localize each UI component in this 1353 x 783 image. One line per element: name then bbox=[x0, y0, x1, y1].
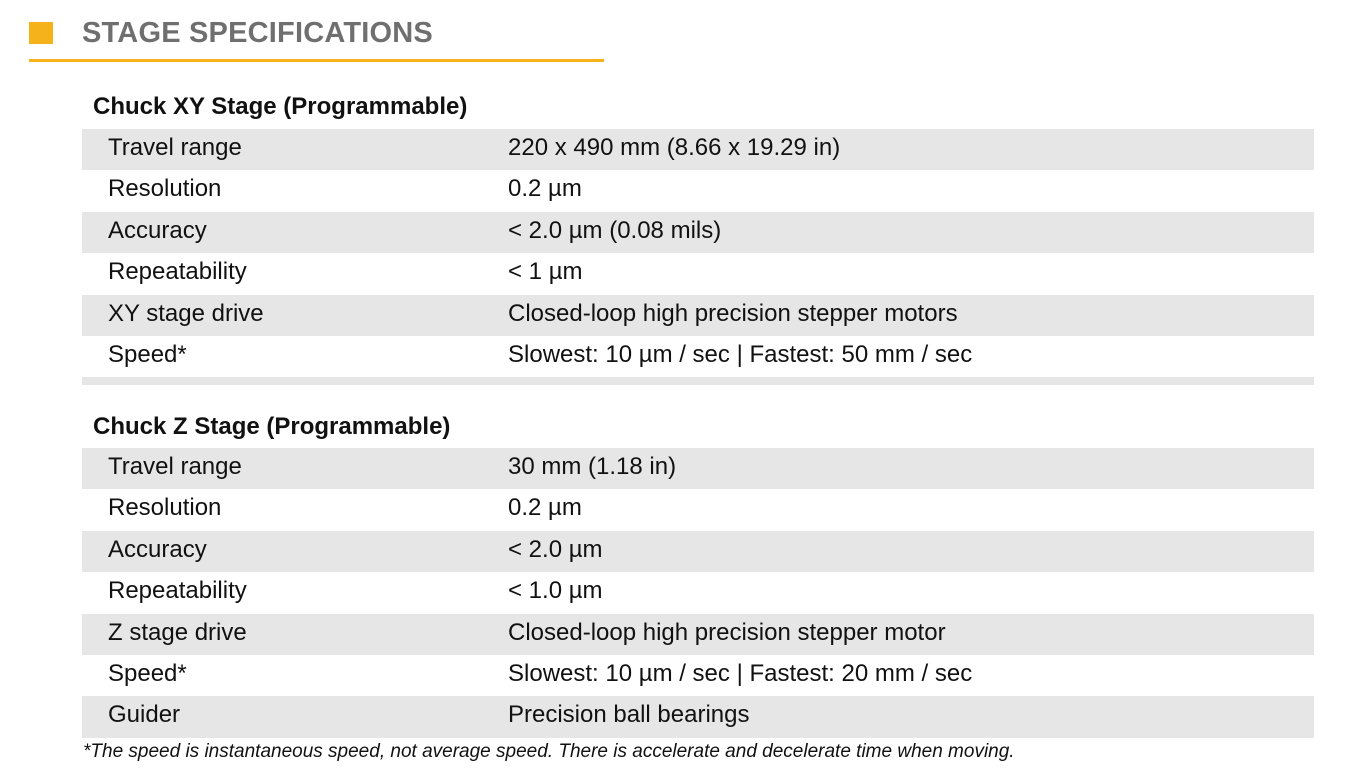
table-row bbox=[82, 655, 1314, 696]
spec-value: 0.2 µm bbox=[508, 175, 582, 203]
section-title: STAGE SPECIFICATIONS bbox=[82, 17, 433, 49]
spec-label: Resolution bbox=[108, 494, 222, 522]
table-row bbox=[82, 572, 1314, 613]
spec-label: Speed* bbox=[108, 659, 187, 687]
table-row bbox=[82, 489, 1314, 530]
spec-value: < 1.0 µm bbox=[508, 577, 603, 605]
xy-stage-title: Chuck XY Stage (Programmable) bbox=[93, 93, 468, 120]
spec-value: 0.2 µm bbox=[508, 494, 582, 522]
spec-value: Closed-loop high precision stepper motors bbox=[508, 299, 958, 327]
section-header bbox=[29, 14, 604, 62]
spec-label: Travel range bbox=[108, 134, 242, 161]
spec-value: 220 x 490 mm (8.66 x 19.29 in) bbox=[508, 134, 841, 161]
spec-label: Guider bbox=[108, 701, 181, 729]
spec-label: XY stage drive bbox=[108, 299, 264, 327]
spec-value: < 1 µm bbox=[508, 258, 583, 286]
z-stage-title: Chuck Z Stage (Programmable) bbox=[93, 413, 451, 440]
table-end-strip bbox=[82, 377, 1314, 385]
table-row bbox=[82, 295, 1314, 336]
spec-label: Resolution bbox=[108, 175, 222, 203]
table-row bbox=[82, 212, 1314, 253]
table-row bbox=[82, 696, 1314, 737]
spec-value: < 2.0 µm bbox=[508, 535, 603, 563]
spec-value: Closed-loop high precision stepper motor bbox=[508, 618, 946, 646]
xy-stage-spec-table bbox=[82, 129, 1314, 385]
spec-value: 30 mm (1.18 in) bbox=[508, 453, 677, 480]
table-row bbox=[82, 448, 1314, 489]
header-accent-square bbox=[29, 22, 53, 44]
speed-footnote: *The speed is instantaneous speed, not average speed. There is accelerate and decelerate time when moving. bbox=[83, 741, 1015, 762]
table-row bbox=[82, 129, 1314, 170]
spec-label: Speed* bbox=[108, 340, 187, 368]
spec-value: < 2.0 µm (0.08 mils) bbox=[508, 216, 722, 244]
spec-value: Slowest: 10 µm / sec | Fastest: 50 mm / sec bbox=[508, 340, 973, 368]
table-row bbox=[82, 531, 1314, 572]
spec-label: Repeatability bbox=[108, 577, 247, 605]
table-row bbox=[82, 170, 1314, 211]
table-row bbox=[82, 253, 1314, 294]
z-stage-spec-table bbox=[82, 448, 1314, 738]
spec-label: Repeatability bbox=[108, 258, 247, 286]
spec-value: Precision ball bearings bbox=[508, 701, 750, 729]
table-row bbox=[82, 336, 1314, 377]
spec-value: Slowest: 10 µm / sec | Fastest: 20 mm / sec bbox=[508, 659, 973, 687]
spec-label: Accuracy bbox=[108, 216, 207, 244]
spec-label: Z stage drive bbox=[108, 618, 247, 646]
spec-label: Accuracy bbox=[108, 535, 207, 563]
table-row bbox=[82, 614, 1314, 655]
spec-label: Travel range bbox=[108, 453, 242, 480]
